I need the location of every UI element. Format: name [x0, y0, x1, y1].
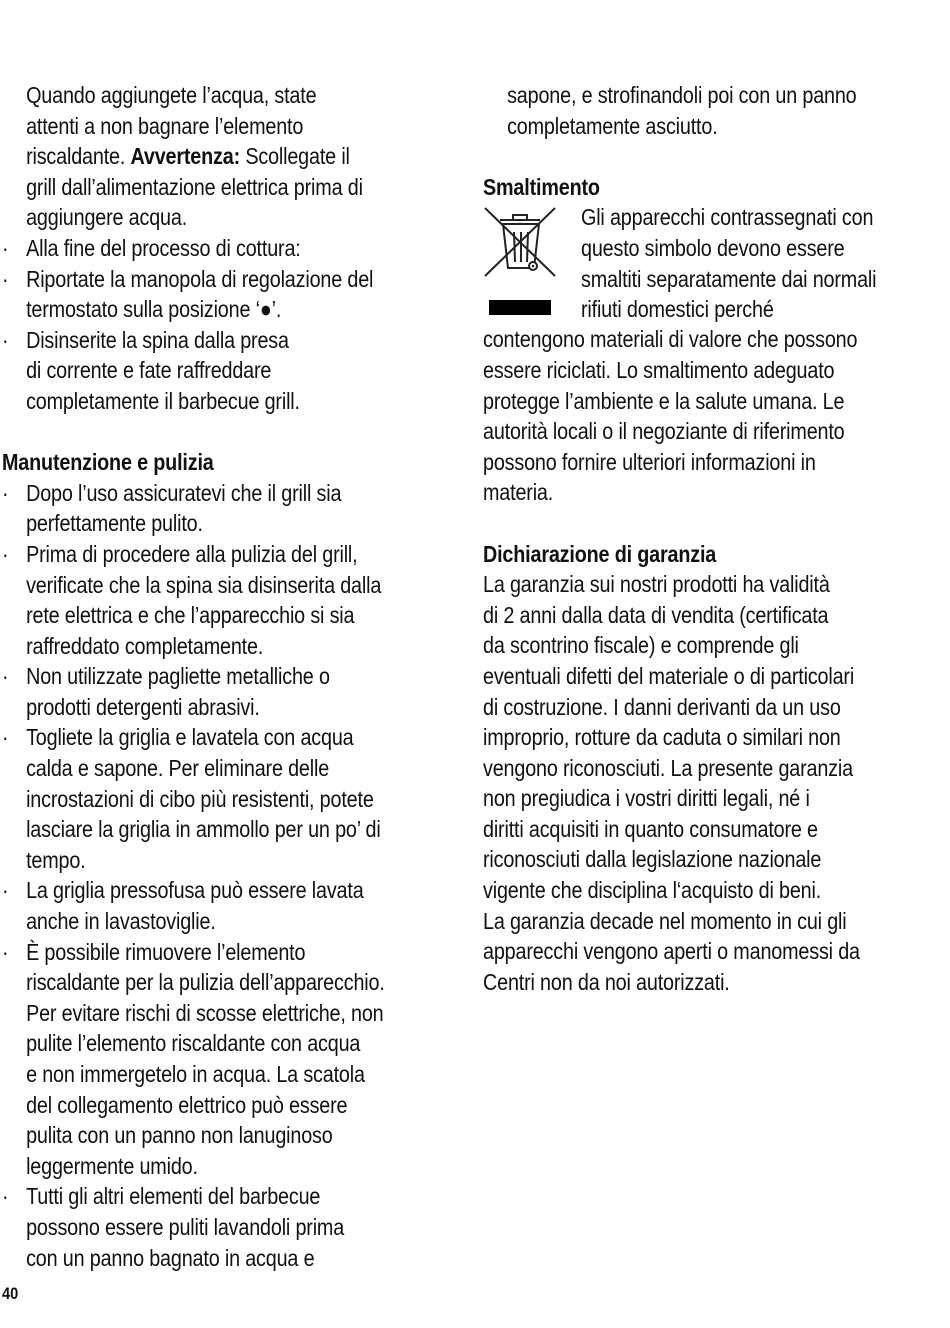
- bullet-line: riscaldante per la pulizia dell’apparecchio.: [26, 969, 385, 996]
- disposal-text-beside-icon: [581, 202, 924, 324]
- bullet-line: · Prima di procedere alla pulizia del grill,: [2, 539, 389, 570]
- text-line: completamente asciutto.: [507, 112, 718, 139]
- text-line: questo simbolo devono essere: [581, 234, 845, 261]
- text-line: non pregiudica i vostri diritti legali, né i: [483, 785, 810, 812]
- bullet-line: del collegamento elettrico può essere: [26, 1091, 348, 1118]
- text-line: di 2 anni dalla data di vendita (certificata: [483, 601, 829, 628]
- bullet-item: [2, 264, 452, 325]
- disposal-heading: Smaltimento: [483, 173, 600, 200]
- bullet-line: incrostazioni di cibo più resistenti, potete: [26, 785, 374, 812]
- text-line: riconosciuti dalla legislazione nazionale: [483, 846, 822, 873]
- end-of-cooking-list: [2, 233, 452, 417]
- text-line: smaltiti separatamente dai normali: [581, 265, 877, 292]
- warranty-paragraph: [483, 569, 928, 997]
- text-line: sapone, e strofinandoli poi con un panno: [507, 82, 857, 108]
- bullet-line: completamente il barbecue grill.: [26, 387, 300, 414]
- bullet-line: · È possibile rimuovere l’elemento: [2, 937, 389, 968]
- text-segment: Scollegate il: [240, 143, 350, 170]
- text-line: vengono riconosciuti. La presente garanzia: [483, 754, 853, 781]
- warning-label: Avvertenza:: [130, 143, 241, 170]
- text-line: di costruzione. I danni derivanti da un uso: [483, 693, 841, 720]
- bullet-item: [2, 1181, 452, 1273]
- bullet-line: tempo.: [26, 846, 86, 873]
- disposal-paragraph: [483, 324, 928, 508]
- text-segment: riscaldante.: [26, 143, 131, 170]
- maintenance-heading: Manutenzione e pulizia: [2, 449, 214, 476]
- bullet-line: prodotti detergenti abrasivi.: [26, 693, 260, 720]
- text-line: La garanzia sui nostri prodotti ha validità: [483, 571, 830, 598]
- text-line: apparecchi vengono aperti o manomessi da: [483, 938, 860, 965]
- bullet-line: · Non utilizzate pagliette metalliche o: [2, 661, 389, 692]
- bullet-item: [2, 233, 452, 264]
- right-column: [483, 80, 928, 997]
- bullet-item: [2, 661, 452, 722]
- bullet-line: con un panno bagnato in acqua e: [26, 1244, 315, 1271]
- bullet-line: termostato sulla posizione ‘●’.: [26, 296, 282, 323]
- text-line: Quando aggiungete l’acqua, state: [26, 82, 317, 108]
- bullet-line: · La griglia pressofusa può essere lavata: [2, 875, 389, 906]
- continuation-paragraph: [483, 80, 928, 141]
- bullet-item: [2, 539, 452, 661]
- bullet-line: · Dopo l’uso assicuratevi che il grill sia: [2, 478, 389, 509]
- text-line: La garanzia decade nel momento in cui gli: [483, 907, 847, 934]
- bullet-line: · Tutti gli altri elementi del barbecue: [2, 1181, 389, 1212]
- bullet-line: rete elettrica e che l’apparecchio si sia: [26, 602, 355, 629]
- page-number: 40: [2, 1284, 19, 1303]
- text-line: improprio, rotture da caduta o similari non: [483, 724, 841, 751]
- intro-paragraph: [2, 80, 452, 233]
- bullet-item: [2, 937, 452, 1182]
- text-line: essere riciclati. Lo smaltimento adeguato: [483, 356, 835, 383]
- bullet-line: lasciare la griglia in ammollo per un po’ di: [26, 816, 381, 843]
- text-line: contengono materiali di valore che possono: [483, 326, 858, 353]
- bullet-line: · Disinserite la spina dalla presa: [2, 325, 389, 356]
- text-line: autorità locali o il negoziante di riferimento: [483, 418, 845, 445]
- bullet-item: [2, 722, 452, 875]
- text-line: rifiuti domestici perché: [581, 296, 774, 323]
- text-line: Gli apparecchi contrassegnati con: [581, 204, 874, 231]
- text-line: vigente che disciplina l‘acquisto di beni.: [483, 877, 822, 904]
- text-line: eventuali difetti del materiale o di particolari: [483, 662, 855, 689]
- bullet-line: · Riportate la manopola di regolazione del: [2, 264, 389, 295]
- bullet-line: di corrente e fate raffreddare: [26, 357, 272, 384]
- bullet-line: anche in lavastoviglie.: [26, 908, 216, 935]
- bullet-line: Per evitare rischi di scosse elettriche, non: [26, 999, 384, 1026]
- bullet-line: pulita con un panno non lanuginoso: [26, 1122, 333, 1149]
- text-line: diritti acquisiti in quanto consumatore e: [483, 815, 818, 842]
- bullet-line: leggermente umido.: [26, 1152, 198, 1179]
- text-line: attenti a non bagnare l’elemento: [26, 112, 304, 139]
- disposal-block: [483, 202, 928, 324]
- text-line: grill dall’alimentazione elettrica prima di: [26, 173, 363, 200]
- text-line: aggiungere acqua.: [26, 204, 188, 231]
- text-line: materia.: [483, 479, 554, 506]
- bullet-line: pulite l’elemento riscaldante con acqua: [26, 1030, 361, 1057]
- bullet-line: · Alla fine del processo di cottura:: [2, 233, 389, 264]
- bullet-item: [2, 325, 452, 417]
- bullet-line: raffreddato completamente.: [26, 632, 264, 659]
- crossed-out-wheelie-bin-icon: [483, 206, 561, 318]
- text-line: Centri non da noi autorizzati.: [483, 968, 730, 995]
- left-column: [2, 80, 452, 1273]
- warranty-heading: Dichiarazione di garanzia: [483, 540, 717, 567]
- text-line: [2, 141, 389, 172]
- text-line: possono fornire ulteriori informazioni in: [483, 448, 816, 475]
- bullet-line: verificate che la spina sia disinserita dalla: [26, 571, 382, 598]
- bullet-item: [2, 478, 452, 539]
- bullet-line: calda e sapone. Per eliminare delle: [26, 755, 330, 782]
- bullet-line: possono essere puliti lavandoli prima: [26, 1213, 345, 1240]
- text-line: protegge l’ambiente e la salute umana. Le: [483, 387, 845, 414]
- bullet-item: [2, 875, 452, 936]
- bullet-line: e non immergetelo in acqua. La scatola: [26, 1061, 365, 1087]
- text-line: da scontrino fiscale) e comprende gli: [483, 632, 799, 659]
- maintenance-list: [2, 478, 452, 1273]
- bullet-line: · Togliete la griglia e lavatela con acqua: [2, 722, 389, 753]
- bullet-line: perfettamente pulito.: [26, 510, 203, 537]
